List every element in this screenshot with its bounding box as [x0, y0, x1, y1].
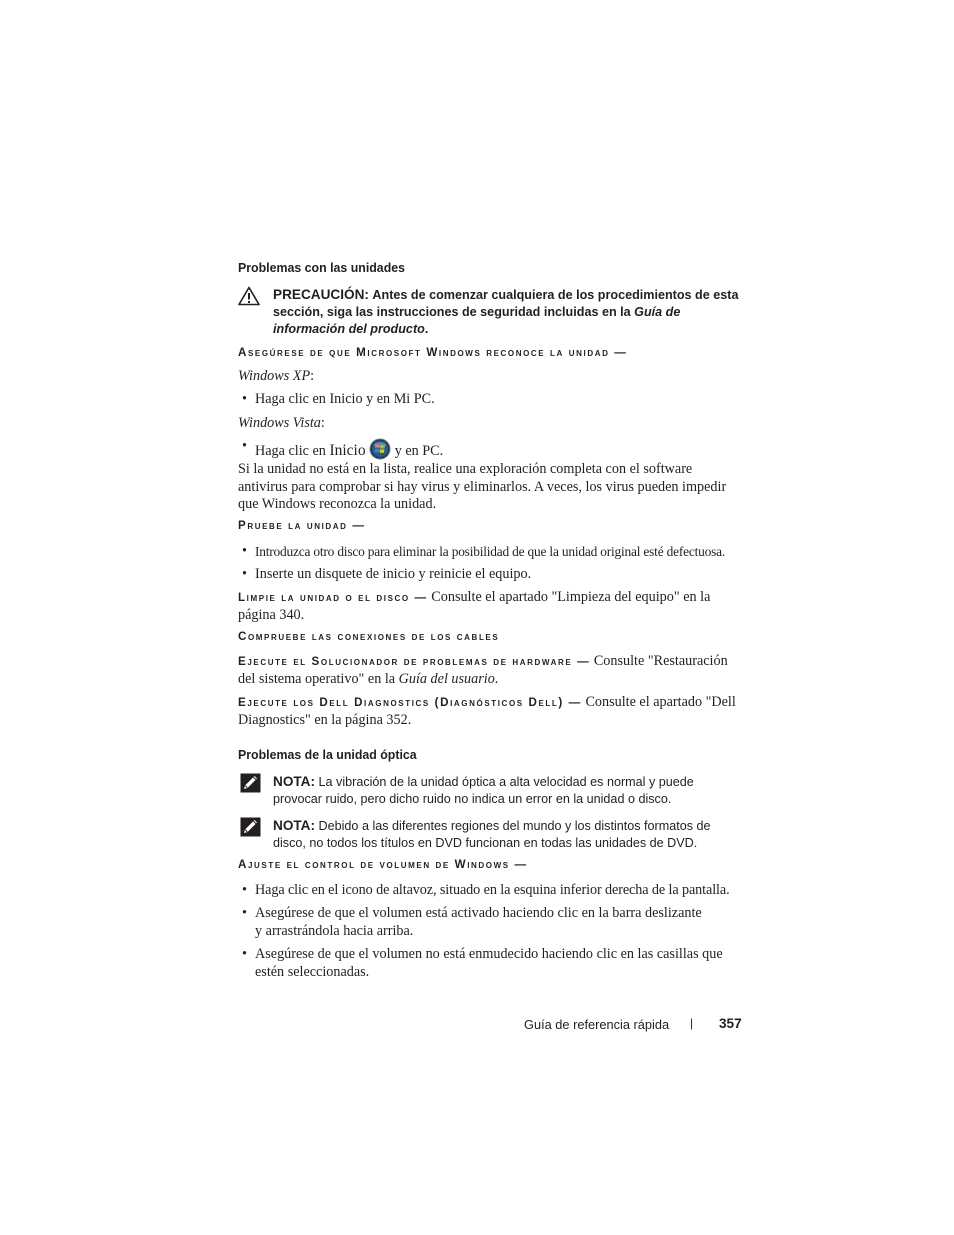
diagnostics-text: Consulte el apartado "Dell Diagnostics" en la página 352.	[238, 694, 736, 728]
antivirus-paragraph: Si la unidad no está en la lista, realice una exploración completa con el software antivirus para comprobar si hay virus y eliminarlos. A veces, los virus pueden impedir que Windows reconozca la unidad.	[238, 461, 727, 513]
troubleshooter-end: .	[494, 670, 499, 687]
volume-bullet-1: Haga clic en el icono de altavoz, situado en la esquina inferior derecha de la pantalla.	[255, 882, 730, 898]
clean-text: Consulte el apartado "Limpieza del equipo" en la página 340.	[238, 589, 711, 623]
windows-xp-colon: :	[310, 368, 315, 384]
windows-start-orb-icon	[369, 438, 391, 458]
vista-bullet-mid: y en	[394, 443, 419, 459]
clean-paragraph	[238, 589, 738, 624]
volume-bullet-2-marker: •	[242, 905, 247, 921]
test-bullet-2-marker: •	[242, 566, 247, 582]
vista-bullet-end: .	[439, 443, 444, 459]
note-pencil-icon	[240, 817, 262, 837]
heading-diagnostics: Ejecute los Dell Diagnostics (Diagnósticos Dell) —	[238, 696, 582, 709]
note-1-label: NOTA:	[273, 774, 316, 789]
windows-xp-label: Windows XP	[238, 368, 311, 384]
caution-note	[273, 286, 743, 338]
note-2-text: Debido a las diferentes regiones del mundo y los distintos formatos de disco, no todos los títulos en DVD funcionan en todas las unidades de DVD.	[273, 819, 711, 850]
caution-italic-ref: Guía de información del producto	[273, 305, 681, 336]
windows-vista-label: Windows Vista	[238, 415, 321, 431]
note-2-label: NOTA:	[273, 818, 316, 833]
test-bullet-2: Inserte un disquete de inicio y reinicie el equipo.	[255, 566, 532, 582]
vista-bullet-pc: PC	[422, 443, 440, 459]
heading-test-drive: Pruebe la unidad —	[238, 519, 366, 532]
vista-bullet	[255, 438, 745, 461]
vista-bullet-pre: Haga clic en	[255, 443, 326, 459]
caution-label: PRECAUCIÓN:	[273, 287, 369, 302]
volume-bullet-1-marker: •	[242, 882, 247, 898]
troubleshooter-paragraph	[238, 653, 738, 688]
heading-windows-recognizes: Asegúrese de que Microsoft Windows reconoce la unidad —	[238, 346, 628, 359]
volume-bullet-2: Asegúrese de que el volumen está activado haciendo clic en la barra deslizante y arrastrándola hacia arriba.	[255, 905, 702, 939]
note-2	[273, 817, 743, 852]
diagnostics-paragraph	[238, 694, 738, 729]
page-number: 357	[719, 1016, 742, 1031]
test-bullet-1: Introduzca otro disco para eliminar la posibilidad de que la unidad original esté defectuosa.	[255, 544, 725, 559]
xp-bullet-marker: •	[242, 391, 247, 407]
section-title-optical: Problemas de la unidad óptica	[238, 747, 417, 762]
caution-text: Antes de comenzar cualquiera de los procedimientos de esta sección, siga las instrucciones de seguridad incluidas en la	[273, 288, 739, 319]
xp-bullet	[255, 391, 745, 409]
section-title-drives: Problemas con las unidades	[238, 260, 406, 275]
heading-volume: Ajuste el control de volumen de Windows —	[238, 858, 528, 871]
caution-icon	[238, 286, 260, 306]
windows-vista-colon: :	[320, 415, 325, 431]
footer-guide-title: Guía de referencia rápida	[524, 1017, 670, 1032]
note-pencil-icon	[240, 773, 262, 793]
xp-bullet-pre: Haga clic en	[255, 391, 326, 407]
heading-troubleshooter: Ejecute el Solucionador de problemas de hardware —	[238, 655, 591, 668]
heading-check-cables: Compruebe las conexiones de los cables	[238, 630, 500, 643]
troubleshooter-italic: Guía del usuario	[398, 670, 495, 687]
troubleshooter-text: Consulte "Restauración del sistema operativo" en la	[238, 653, 728, 687]
xp-bullet-mypc: Mi PC	[393, 391, 432, 407]
footer-separator: |	[690, 1016, 694, 1030]
vista-bullet-marker: •	[242, 438, 247, 454]
volume-bullet-3: Asegúrese de que el volumen no está enmudecido haciendo clic en las casillas que estén seleccionadas.	[255, 946, 723, 980]
xp-bullet-end: .	[431, 391, 435, 407]
windows-xp-line	[238, 368, 738, 386]
xp-bullet-mid: y en	[366, 391, 391, 407]
xp-bullet-start: Inicio	[329, 391, 363, 407]
windows-vista-line	[238, 415, 738, 433]
vista-bullet-start: Inicio	[329, 442, 366, 459]
volume-bullet-3-marker: •	[242, 946, 247, 962]
note-1-text: La vibración de la unidad óptica a alta velocidad es normal y puede provocar ruido, pero dicho ruido no indica un error en la unidad o disco.	[273, 775, 694, 806]
heading-clean-drive: Limpie la unidad o el disco —	[238, 591, 428, 604]
test-bullet-1-marker: •	[242, 543, 247, 559]
caution-end: .	[424, 322, 429, 336]
note-1	[273, 773, 743, 808]
